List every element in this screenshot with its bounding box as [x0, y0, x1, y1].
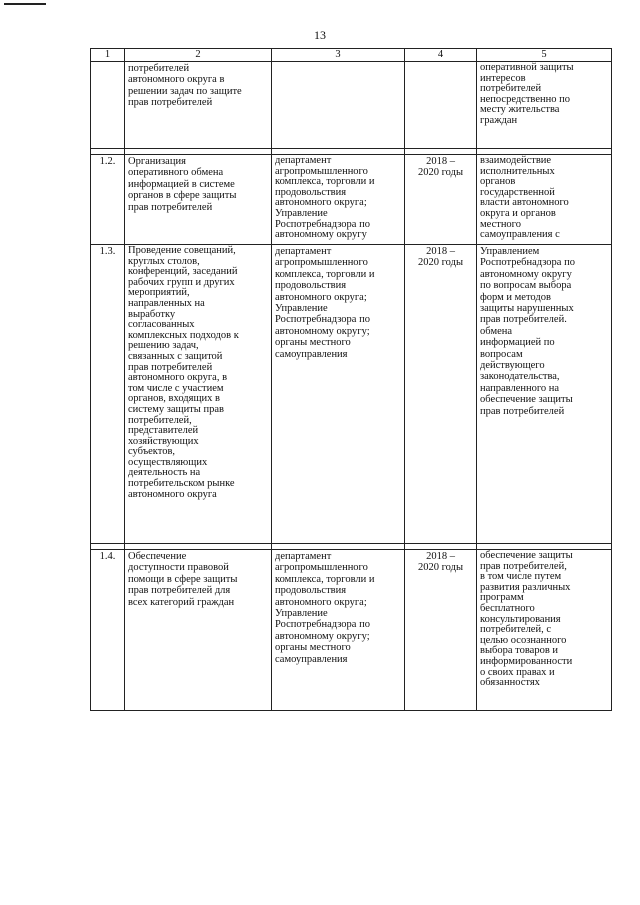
column-header: 1: [91, 49, 125, 62]
executors-cell: департамент агропромышленного комплекса, торговли и продовольствия автономного округа; Управление Роспотребнадзора по автономному округу; органы местного самоуправления: [272, 550, 405, 711]
column-header: 5: [477, 49, 612, 62]
event-cell: Организация оперативного обмена информацией в системе органов в сфере защиты прав потребителей: [125, 155, 272, 245]
column-header: 3: [272, 49, 405, 62]
event-cell: Проведение совещаний, круглых столов, конференций, заседаний рабочих групп и других мероприятий, направленных на выработку согласованных комплексных подходов к решению задач, связанных с защитой прав потребителей автономного округа, в том числе с участием органов, входящих в систему защиты прав потребителей, представителей хозяйствующих субъектов, осуществляющих деятельность на потребительском рынке автономного округа: [125, 245, 272, 544]
period-cell: 2018 – 2020 годы: [405, 550, 477, 711]
event-cell: Обеспечение доступности правовой помощи в сфере защиты прав потребителей для всех категорий граждан: [125, 550, 272, 711]
column-header: 2: [125, 49, 272, 62]
executors-cell: департамент агропромышленного комплекса, торговли и продовольствия автономного округа; Управление Роспотребнадзора по автономному округу; органы местного самоуправления: [272, 245, 405, 544]
result-cell: оперативной защиты интересов потребителей непосредственно по месту жительства граждан: [477, 62, 612, 149]
table-row: [91, 155, 612, 245]
executors-cell: [272, 62, 405, 149]
table-row: [91, 245, 612, 544]
row-number-cell: 1.4.: [91, 550, 125, 711]
event-cell: потребителей автономного округа в решении задач по защите прав потребителей: [125, 62, 272, 149]
period-cell: 2018 – 2020 годы: [405, 245, 477, 544]
row-number-cell: 1.3.: [91, 245, 125, 544]
page-number: 13: [314, 28, 326, 42]
row-number-cell: [91, 62, 125, 149]
column-header: 4: [405, 49, 477, 62]
row-number-cell: 1.2.: [91, 155, 125, 245]
result-cell: обеспечение защиты прав потребителей, в том числе путем развития различных программ бесплатного консультирования потребителей, с целью осознанного выбора товаров и информированности о своих правах и обязанностях: [477, 550, 612, 711]
table-row: [91, 62, 612, 149]
period-cell: [405, 62, 477, 149]
result-cell: взаимодействие исполнительных органов государственной власти автономного округа и органов местного самоуправления с: [477, 155, 612, 245]
measures-table: [90, 48, 612, 711]
period-cell: 2018 – 2020 годы: [405, 155, 477, 245]
table-header-row: [91, 49, 612, 62]
table-row: [91, 550, 612, 711]
scan-corner-mark: [4, 3, 46, 5]
executors-cell: департамент агропромышленного комплекса, торговли и продовольствия автономного округа; Управление Роспотребнадзора по автономному округу: [272, 155, 405, 245]
result-cell: Управлением Роспотребнадзора по автономному округу по вопросам выбора форм и методов защиты нарушенных прав потребителей. обмена информацией по вопросам действующего законодательства, направленного на обеспечение защиты прав потребителей: [477, 245, 612, 544]
